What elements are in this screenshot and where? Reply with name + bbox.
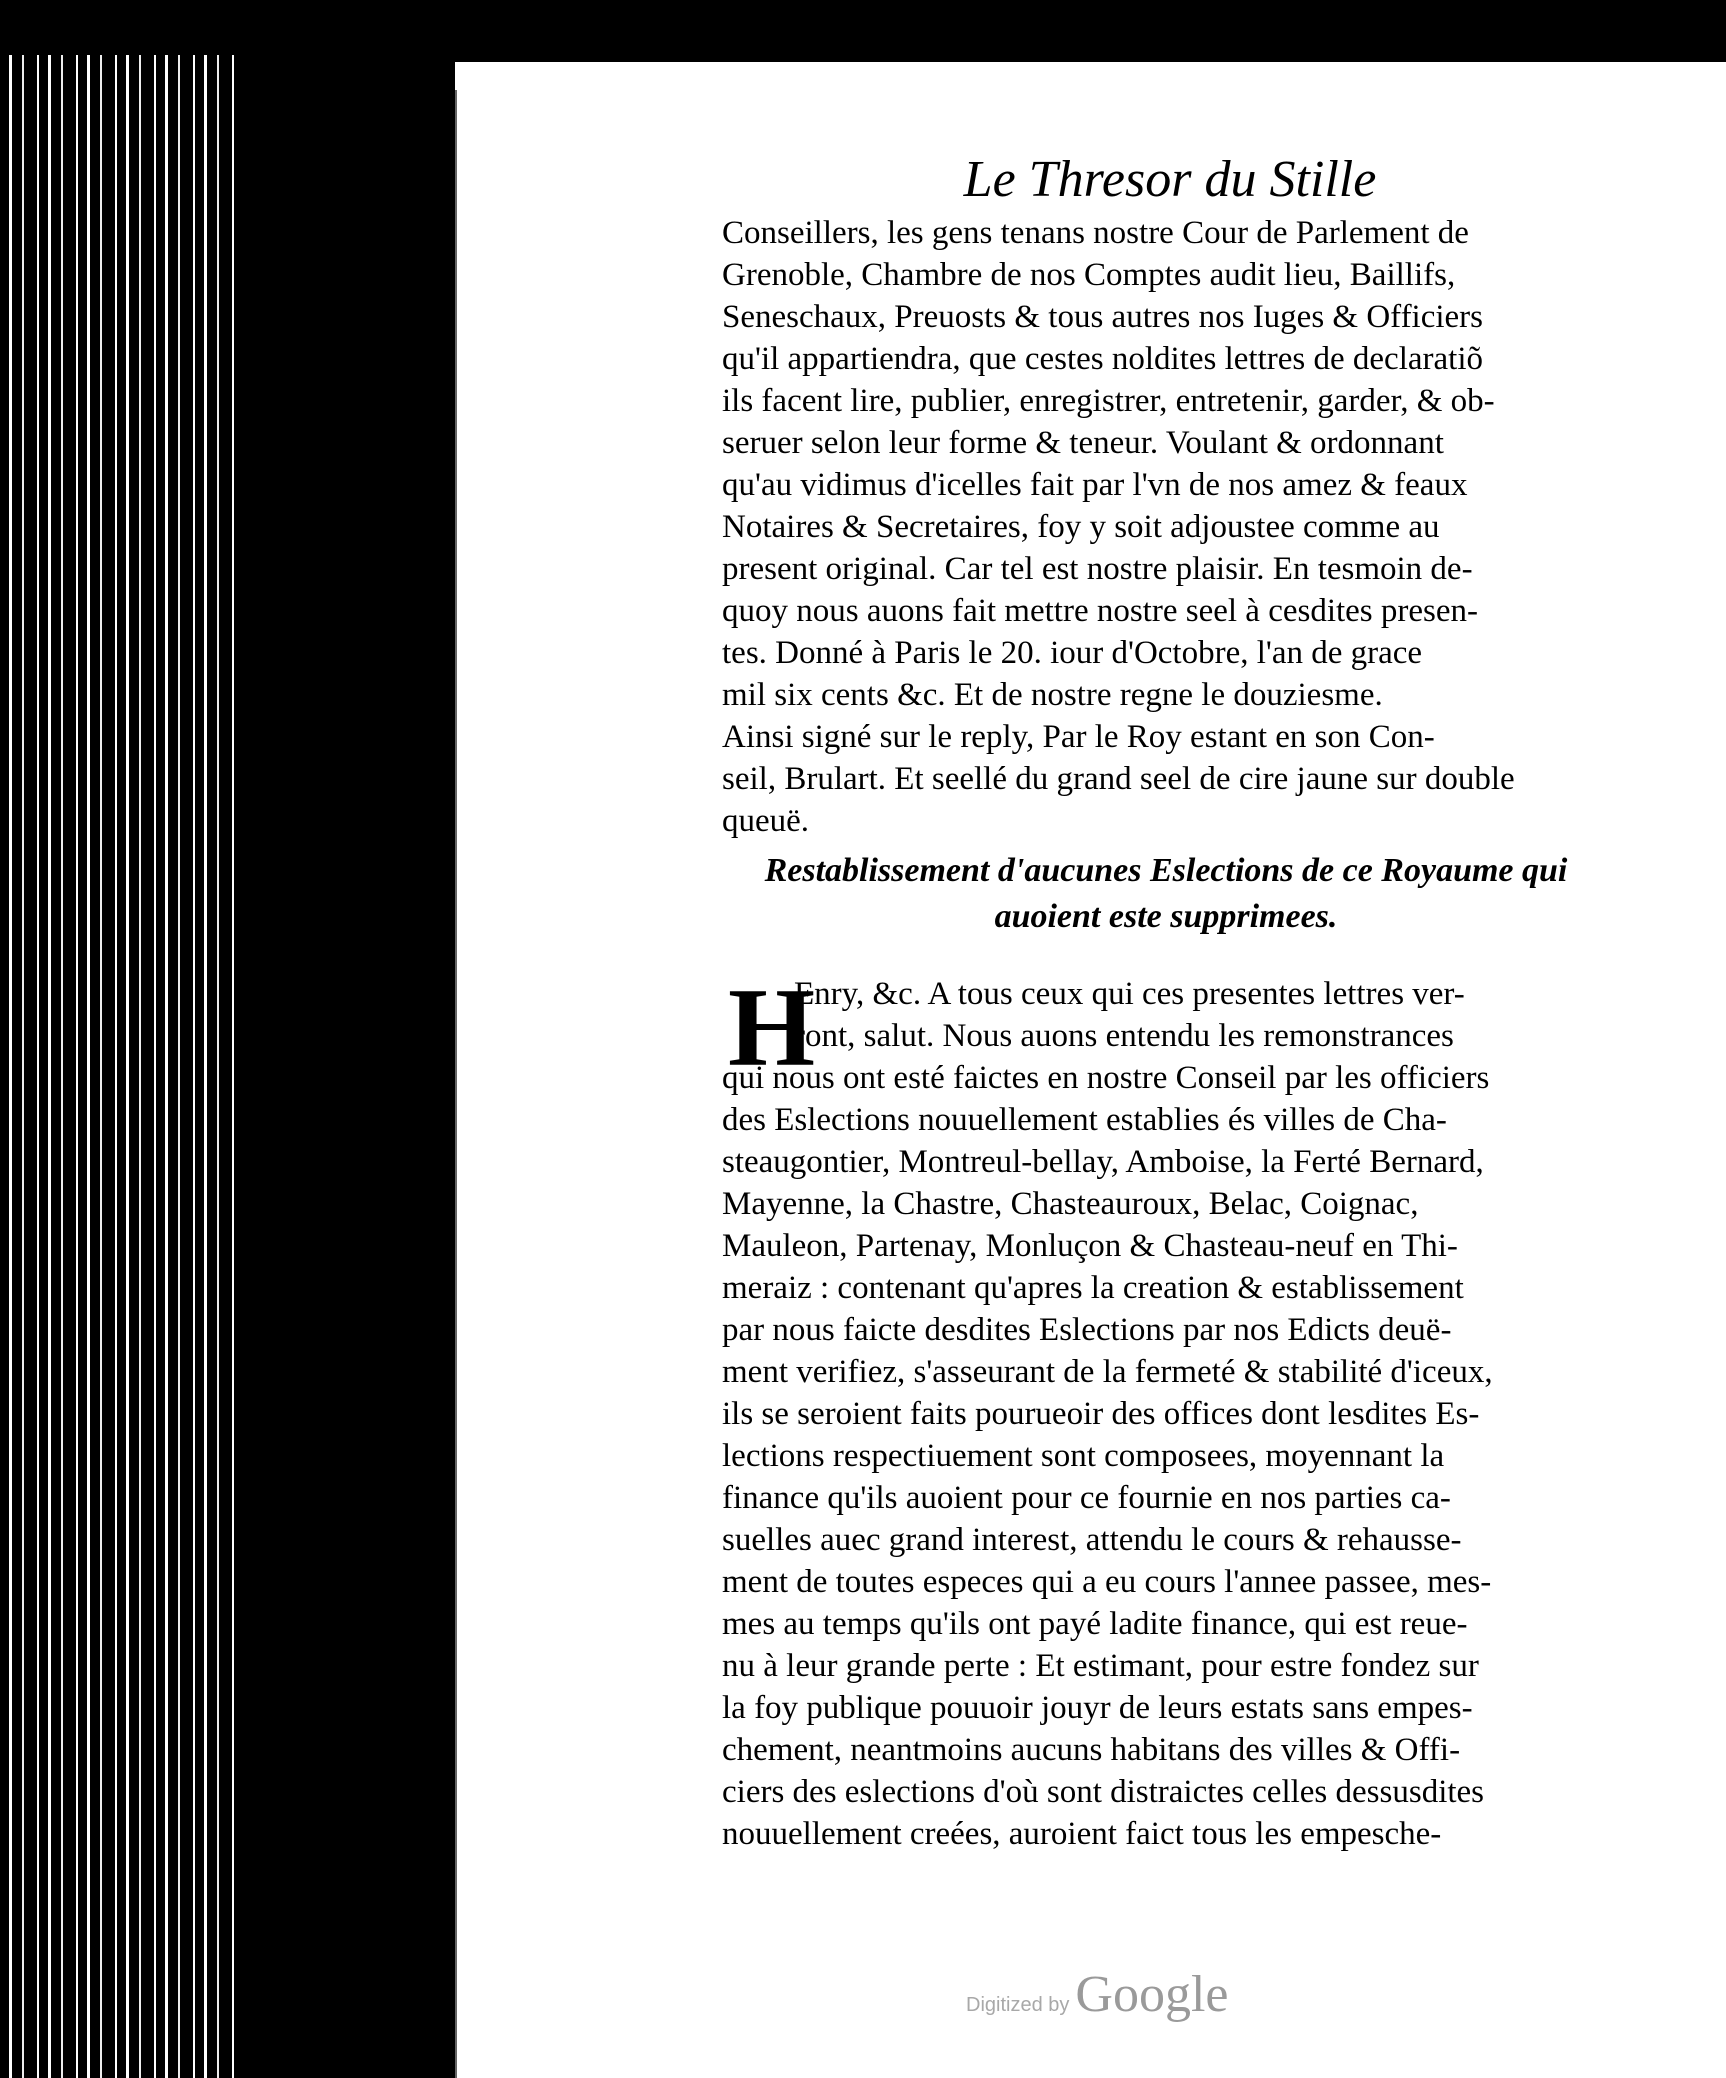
text-line: seil, Brulart. Et seellé du grand seel de cire jaune sur double — [722, 761, 1515, 797]
digitized-by-google-watermark — [966, 1965, 1306, 2025]
text-line: ils se seroient faits pourueoir des offices dont lesdites Es- — [722, 1396, 1480, 1432]
text-line: lections respectiuement sont composees, moyennant la — [722, 1438, 1445, 1474]
heading-line: auoient este supprimees. — [994, 898, 1338, 935]
text-line: Mauleon, Partenay, Monluçon & Chasteau-neuf en Thi- — [722, 1228, 1458, 1264]
text-line: meraiz : contenant qu'apres la creation & establissement — [722, 1270, 1464, 1306]
text-line: Notaires & Secretaires, foy y soit adjoustee comme au — [722, 509, 1440, 545]
text-line: suelles auec grand interest, attendu le cours & rehausse- — [722, 1522, 1462, 1558]
text-line: Ainsi signé sur le reply, Par le Roy estant en son Con- — [722, 719, 1435, 755]
text-line: ment de toutes especes qui a eu cours l'annee passee, mes- — [722, 1564, 1492, 1600]
text-line: Mayenne, la Chastre, Chasteauroux, Belac, Coignac, — [722, 1186, 1419, 1222]
text-line: ment verifiez, s'asseurant de la fermeté & stabilité d'iceux, — [722, 1354, 1493, 1390]
text-line: des Eslections nouuellement establies és villes de Cha- — [722, 1102, 1447, 1138]
text-line: mes au temps qu'ils ont payé ladite finance, qui est reue- — [722, 1606, 1468, 1642]
text-line: Grenoble, Chambre de nos Comptes audit lieu, Baillifs, — [722, 257, 1456, 293]
text-line: Seneschaux, Preuosts & tous autres nos Iuges & Officiers — [722, 299, 1484, 335]
book-page-edges — [0, 55, 455, 2078]
text-line: seruer selon leur forme & teneur. Voulant & ordonnant — [722, 425, 1444, 461]
running-head: Le Thresor du Stille — [963, 151, 1377, 208]
text-line: qu'il appartiendra, que cestes noldites lettres de declaratiõ — [722, 341, 1483, 377]
text-line: ciers des eslections d'où sont distraictes celles dessusdites — [722, 1774, 1485, 1810]
book-gutter-shadow — [235, 55, 455, 2078]
text-line: chement, neantmoins aucuns habitans des villes & Offi- — [722, 1732, 1461, 1768]
scan-top-band — [0, 0, 1726, 62]
section-heading — [722, 848, 1610, 940]
watermark-prefix: Digitized by — [966, 1994, 1070, 2016]
text-line: nouuellement creées, auroient faict tous les empesche- — [722, 1816, 1442, 1852]
text-line: tes. Donné à Paris le 20. iour d'Octobre, l'an de grace — [722, 635, 1423, 671]
text-line: mil six cents &c. Et de nostre regne le douziesme. — [722, 677, 1383, 713]
google-logo: Google — [1075, 1966, 1229, 2023]
paragraph-2 — [722, 966, 1610, 1855]
text-line: present original. Car tel est nostre plaisir. En tesmoin de- — [722, 551, 1473, 587]
drop-cap: H — [728, 966, 816, 1090]
text-line: Enry, &c. A tous ceux qui ces presentes lettres ver- — [794, 976, 1465, 1012]
page-edge-line — [455, 90, 457, 2078]
heading-line: Restablissement d'aucunes Eslections de ce Royaume qui — [764, 852, 1568, 889]
text-line: steaugontier, Montreul-bellay, Amboise, la Ferté Bernard, — [722, 1144, 1484, 1180]
text-line: queuë. — [722, 803, 810, 839]
text-line: par nous faicte desdites Eslections par nos Edicts deuë- — [722, 1312, 1452, 1348]
text-line: nu à leur grande perte : Et estimant, pour estre fondez sur — [722, 1648, 1479, 1684]
text-line: la foy publique pouuoir jouyr de leurs estats sans empes- — [722, 1690, 1473, 1726]
text-line: ront, salut. Nous auons entendu les remonstrances — [794, 1018, 1454, 1054]
text-line: qui nous ont esté faictes en nostre Conseil par les officiers — [722, 1060, 1490, 1096]
text-line: qu'au vidimus d'icelles fait par l'vn de nos amez & feaux — [722, 467, 1468, 503]
paragraph-1 — [722, 212, 1610, 842]
text-line: quoy nous auons fait mettre nostre seel à cesdites presen- — [722, 593, 1479, 629]
text-line: ils facent lire, publier, enregistrer, entretenir, garder, & ob- — [722, 383, 1495, 419]
text-line: finance qu'ils auoient pour ce fournie en nos parties ca- — [722, 1480, 1451, 1516]
text-line: Conseillers, les gens tenans nostre Cour de Parlement de — [722, 215, 1469, 251]
